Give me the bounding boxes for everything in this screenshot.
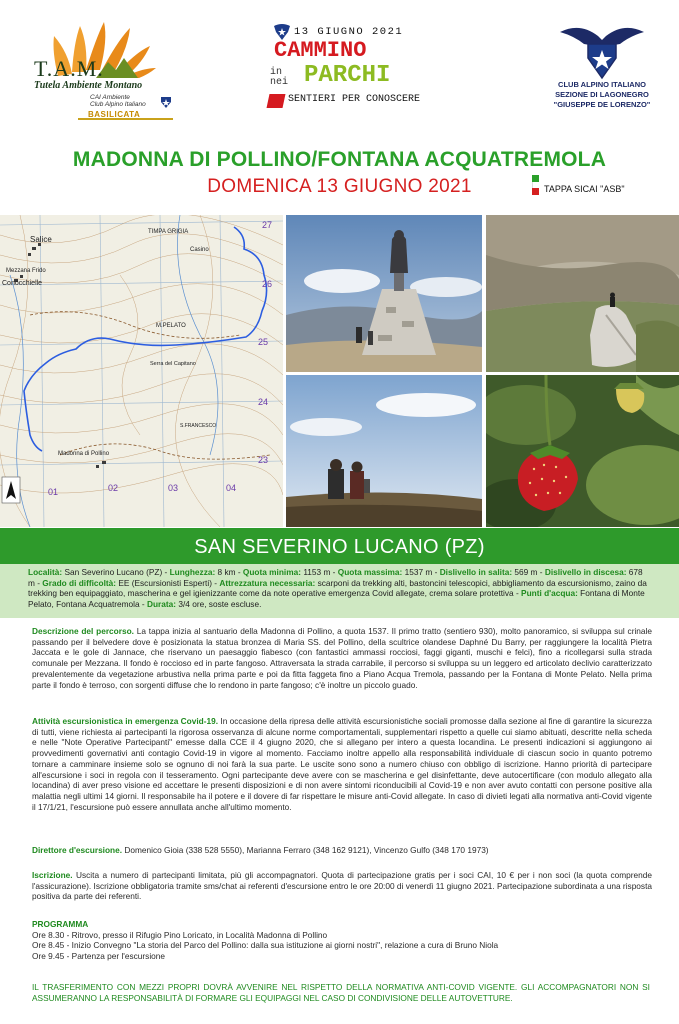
cai-section: SEZIONE DI LAGONEGRO bbox=[555, 90, 649, 99]
north-arrow-icon bbox=[2, 477, 20, 503]
punti-acqua-value: Fontana di Monte Pelato, Fontana Acquatremola bbox=[28, 588, 645, 609]
photo-rock bbox=[486, 215, 679, 372]
dislivello-discesa-label: Dislivello in discesa: bbox=[544, 567, 627, 577]
trail-map bbox=[0, 215, 283, 527]
descrizione-section bbox=[32, 626, 652, 690]
cammino-sentieri: SENTIERI PER CONOSCERE bbox=[288, 94, 421, 105]
programma-section bbox=[32, 919, 652, 962]
map-label-casino: Casino bbox=[190, 247, 209, 253]
photo-hikers bbox=[286, 375, 482, 527]
map-label-timpa: TIMPA GRIGIA bbox=[148, 229, 189, 235]
direttore-section bbox=[32, 845, 652, 856]
grid-label-03: 03 bbox=[168, 483, 179, 493]
programma-heading: PROGRAMMA bbox=[32, 919, 89, 929]
trail-info-box: Località: San Severino Lucano (PZ) - Lunghezza: 8 km - Quota minima: 1153 m - Quota massima: 1537 m - Dislivello in salita: 569 m - Dislivello in discesa: 678 m - Grado di difficoltà: EE (Escursionisti Esperti) - Attrezzatura necessaria: scarponi da trekking alti, bastoncini telescopici, abbigliamento da escursionismo, zaino da trekking ben equipaggiato, mascherina e gel igienizzante come da note operative emergenza Covid allegate, crema solare protettiva - Punti d'acqua: Fontana di Monte Pelato, Fontana Acquatremola - Durata: 3/4 ore, soste escluse. bbox=[0, 564, 679, 618]
lunghezza-label: Lunghezza: bbox=[169, 567, 216, 577]
quota-massima-value: 1537 m bbox=[404, 567, 433, 577]
direttore-text: Domenico Gioia (338 528 5550), Marianna Ferraro (348 162 9121), Vincenzo Gulfo (348 170 1973) bbox=[124, 845, 489, 855]
grid-label-27: 27 bbox=[262, 220, 273, 230]
map-label-conocchielle: Conocchielle bbox=[2, 280, 43, 287]
programma-item: Ore 8.45 - Inizio Convegno "La storia del Parco del Pollino: dalla sua istituzione ai giorni nostri", relazione a cura di Bruno Niola bbox=[32, 940, 499, 951]
grid-label-02: 02 bbox=[108, 483, 119, 493]
topographic-map-image bbox=[0, 215, 283, 527]
footer-notice: IL TRASFERIMENTO CON MEZZI PROPRI DOVRÀ AVVENIRE NEL RISPETTO DELLA NORMATIVA ANTI-COVID VIGENTE. GLI ACCOMPAGNATORI NON SI ASSUMERANNO LA RESPONSABILITÀ DI FORMARE GLI EQUIPAGGI NEL CASO DI CONDIVISIONE DELLE AUTOVETTURE. bbox=[32, 982, 650, 1003]
attrezzatura-label: Attrezzatura necessaria: bbox=[219, 577, 316, 588]
descrizione-text: La tappa inizia al santuario della Madonna di Pollino, a quota 1537. Il primo tratto (sentiero 930), molto panoramico, si sviluppa sul crinale passando per il belvedere dove è posizionata la statua bronzea di Maria SS. del Pollino, della scultrice olandese Daphné Du Barry, per raggiungere la località Pietra Jaccata e le gole di Jannace, che riservano un paesaggio fiabesco (con fantastici ammassi rocciosi, faggi giganti, muschi e felci), fino a ricollegarsi sulla strada comunale per Mezzana. Il fondo è roccioso ed in parte fangoso. Attraversata la strada carrabile, il percorso si sviluppa su un leggero ed articolato declivio caratterizzato prevalentemente da vegetazione arbustiva nella prima parte e poi da fitta faggeta fino a Piano Acqua Tremola, passando per la Fontana di Monte Pelato. Nella prima parte il fondo è terroso, con sorgenti diffuse che lo rendono in parte fangoso; c'è inoltre un piccolo guado. bbox=[32, 626, 652, 690]
descrizione-heading: Descrizione del percorso. bbox=[32, 626, 134, 636]
localita-label: Località: bbox=[28, 567, 63, 577]
tam-subtitle: Tutela Ambiente Montano bbox=[34, 80, 143, 91]
cai-section-name: "GIUSEPPE DE LORENZO" bbox=[553, 100, 651, 109]
cai-lagonegro-logo bbox=[540, 22, 670, 122]
difficolta-value: EE (Escursionisti Esperti) bbox=[118, 577, 212, 588]
map-label-salice: Salice bbox=[30, 235, 52, 244]
covid-heading: Attività escursionistica in emergenza Covid-19. bbox=[32, 716, 219, 726]
header bbox=[0, 0, 679, 140]
tam-title: T.A.M. bbox=[34, 56, 104, 81]
direttore-heading: Direttore d'escursione. bbox=[32, 845, 123, 855]
covid-section bbox=[32, 716, 652, 812]
cai-small-emblem-icon bbox=[160, 96, 172, 108]
cammino-date: 13 GIUGNO 2021 bbox=[294, 26, 404, 38]
cammino-red-mark bbox=[267, 94, 286, 108]
dislivello-salita-label: Dislivello in salita: bbox=[439, 567, 513, 577]
map-label-mezzana: Mezzana Frido bbox=[6, 268, 46, 274]
page-subtitle: DOMENICA 13 GIUGNO 2021 bbox=[207, 176, 472, 197]
covid-text: In occasione della ripresa delle attività escursionistiche sociali promosse dalla sezione al fine di garantire la sicurezza di tutti, viene richiesta ai partecipanti la rigorosa osservanza di alcune norme comportamentali, supplementari rispetto a quelle cui siamo abituati, descritte nella scheda e nelle "Note Operative Partecipanti" emesse dalla CCE il 4 giugno 2020, che si allegano per intero a questa locandina. Le presenti indicazioni si aggiungono ai provvedimenti governativi anti contagio Covid-19 in vigore al momento. Facciamo inoltre appello alla responsabilità individuale di ciascun socio in quanto potremo tornare a camminare insieme solo se ognuno di noi farà la sua parte. Le uscite sono sono a numero chiuso con obbligo di iscrizione. Hanno priorità di partecipare all'escursione i soci in regola con il tesseramento. Ogni partecipante deve avere con se mascherina e gel disinfettante, deve autocertificare (con modulo allegato alla locandina) di aver preso visione ed accettare le presenti disposizioni e di non avere sintomi riconducibili al Covid-19 e non aver avuto contatti con persone positive alla malattia negli ultimi 14 giorni. Il responsabile ha il potere e il dovere di far rispettare le misure anti-Covid allegate. In caso di divieti legati alla normativa anti-Covid vigente il 17/1/21, l'escursione può essere annullata anche all'ultimo momento. bbox=[32, 716, 652, 812]
dislivello-discesa-value: 678 m bbox=[28, 567, 643, 588]
map-label-francesco: S.FRANCESCO bbox=[180, 423, 217, 429]
grid-label-04: 04 bbox=[226, 483, 237, 493]
sicai-label: TAPPA SICAI "ASB" bbox=[544, 184, 625, 194]
image-grid bbox=[0, 215, 679, 527]
grid-label-01: 01 bbox=[48, 487, 59, 497]
iscrizione-section bbox=[32, 870, 652, 902]
durata-value: 3/4 ore, soste escluse. bbox=[178, 598, 262, 609]
tam-region: BASILICATA bbox=[88, 110, 141, 119]
location-band bbox=[0, 528, 679, 564]
map-label-madonna: Madonna di Pollino bbox=[58, 451, 110, 457]
cammino-parchi: PARCHI bbox=[304, 62, 391, 89]
tam-cai-text: CAI Ambiente Club Alpino Italiano bbox=[90, 94, 146, 108]
location-title: SAN SEVERINO LUCANO (PZ) bbox=[194, 536, 485, 558]
cammino-title: CAMMINO bbox=[274, 38, 367, 63]
dislivello-salita-value: 569 m bbox=[514, 567, 538, 577]
quota-massima-label: Quota massima: bbox=[337, 567, 403, 577]
cai-name: CLUB ALPINO ITALIANO bbox=[558, 80, 646, 89]
punti-acqua-label: Punti d'acqua: bbox=[521, 588, 578, 599]
grid-label-24: 24 bbox=[258, 397, 269, 407]
quota-minima-label: Quota minima: bbox=[242, 567, 301, 577]
italian-flag-icon bbox=[532, 175, 539, 195]
grid-label-26: 26 bbox=[262, 279, 273, 289]
map-label-serra: Serra del Capitano bbox=[150, 361, 196, 367]
grid-label-23: 23 bbox=[258, 455, 269, 465]
photo-statue bbox=[286, 215, 482, 372]
difficolta-label: Grado di difficoltà: bbox=[42, 577, 117, 588]
page-title: MADONNA DI POLLINO/FONTANA ACQUATREMOLA bbox=[72, 148, 607, 171]
quota-minima-value: 1153 m bbox=[303, 567, 331, 577]
photo-strawberry bbox=[486, 375, 679, 527]
programma-item: Ore 8.30 - Ritrovo, presso il Rifugio Pino Loricato, in Località Madonna di Pollino bbox=[32, 929, 328, 940]
durata-label: Durata: bbox=[147, 598, 177, 609]
attrezzatura-value: scarponi da trekking alti, bastoncini telescopici, abbigliamento da escursionismo, zaino da trekking ben equipaggiato, mascherina e gel igienizzante come da note operative emergenza Covid allegate, crema solare protettiva bbox=[28, 577, 647, 599]
cammino-in-nei: in nei bbox=[270, 67, 289, 88]
tam-logo bbox=[26, 18, 176, 128]
programma-item: Ore 9.45 - Partenza per l'escursione bbox=[32, 951, 166, 962]
iscrizione-text: Uscita a numero di partecipanti limitata, più gli accompagnatori. Quota di partecipazione gratis per i soci CAI, 10 € per i non soci (la quota comprende l'assicurazione). Iscrizione obbligatoria tramite sms/chat ai referenti d'escursione entro le ore 20:00 di venerdì 11 giugno 2021. Partecipazione subordinata a una risposta positiva da parte dei referenti. bbox=[32, 870, 652, 902]
grid-label-25: 25 bbox=[258, 337, 269, 347]
eagle-shield-icon bbox=[540, 22, 664, 80]
cammino-logo bbox=[268, 24, 421, 124]
localita-value: San Severino Lucano (PZ) bbox=[64, 567, 163, 577]
lunghezza-value: 8 km bbox=[217, 567, 236, 577]
map-label-pelato: M.PELATO bbox=[156, 323, 186, 329]
iscrizione-heading: Iscrizione. bbox=[32, 870, 73, 880]
